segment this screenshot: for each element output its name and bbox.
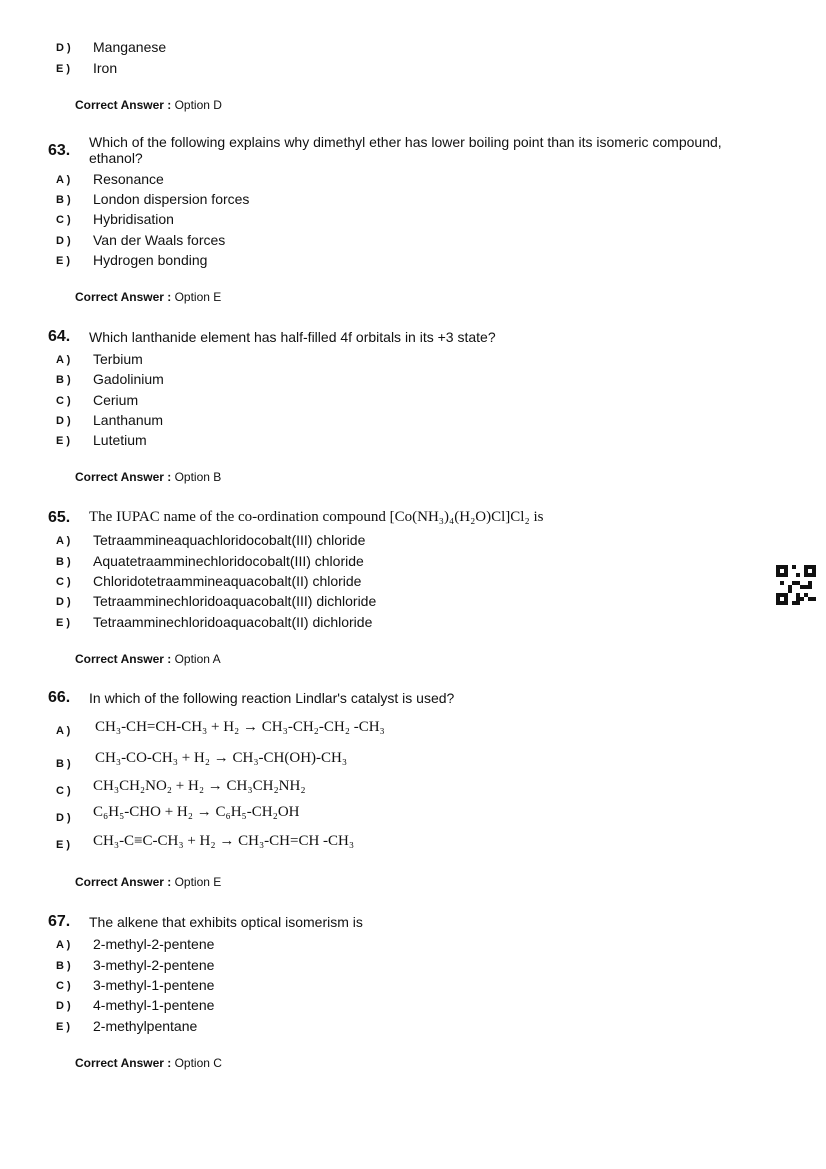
option-label: A ) [56,174,71,186]
option-label: E ) [56,255,71,267]
option-label: A ) [56,725,71,737]
option-text: Aquatetraamminechloridocobalt(III) chloride [93,553,364,569]
option-label: C ) [56,785,71,797]
option-label: A ) [56,354,71,366]
option-label: D ) [56,42,71,54]
option-text: Gadolinium [93,371,164,387]
correct-answer [75,652,221,666]
option-text: Hybridisation [93,211,174,227]
option-label: C ) [56,576,71,588]
correct-answer-value: Option E [174,875,222,889]
option-label: B ) [56,960,71,972]
option-label: E ) [56,63,71,75]
correct-answer-value: Option D [174,98,222,112]
option-label: D ) [56,415,71,427]
option-label: E ) [56,617,71,629]
correct-answer-label: Correct Answer : [75,98,172,112]
option-label: B ) [56,556,71,568]
option-label: E ) [56,839,71,851]
option-label: C ) [56,980,71,992]
option-text: 4-methyl-1-pentene [93,997,215,1013]
option-label: A ) [56,535,71,547]
option-text: Tetraammineaquachloridocobalt(III) chloride [93,532,366,548]
option-label: C ) [56,395,71,407]
option-text: Tetraamminechloridoaquacobalt(III) dichloride [93,593,377,609]
option-text: Terbium [93,351,143,367]
option-label: A ) [56,939,71,951]
option-label: D ) [56,596,71,608]
qr-code-icon [776,565,816,605]
correct-answer-label: Correct Answer : [75,470,172,484]
option-text: London dispersion forces [93,191,250,207]
option-text: Tetraamminechloridoaquacobalt(II) dichloride [93,614,373,630]
question-number: 64. [48,328,71,345]
option-label: D ) [56,1000,71,1012]
correct-answer-value: Option C [174,1056,222,1070]
question-number: 66. [48,689,71,706]
correct-answer-value: Option A [174,652,221,666]
option-label: D ) [56,812,71,824]
correct-answer-label: Correct Answer : [75,290,172,304]
option-label: B ) [56,758,71,770]
question-number: 67. [48,913,71,930]
correct-answer [75,1056,222,1070]
option-label: B ) [56,194,71,206]
option-label: C ) [56,214,71,226]
question-text: In which of the following reaction Lindlar's catalyst is used? [89,690,455,706]
correct-answer-value: Option E [174,290,222,304]
correct-answer-value: Option B [174,470,222,484]
option-text: Manganese [93,39,167,55]
option-label: B ) [56,374,71,386]
correct-answer [75,875,221,889]
option-label: E ) [56,1021,71,1033]
option-text: 3-methyl-2-pentene [93,957,215,973]
option-text: CH₃-CO-CH₃ + H₂ → CH₃-CH(OH)-CH₃ [95,750,348,766]
option-text: 3-methyl-1-pentene [93,977,215,993]
option-text: Iron [93,60,118,76]
option-text: Chloridotetraammineaquacobalt(II) chloride [93,573,362,589]
option-text: Lanthanum [93,412,164,428]
option-label: E ) [56,435,71,447]
option-text: Resonance [93,171,164,187]
question-number: 63. [48,142,71,159]
option-text: CH₃CH₂NO₂ + H₂ → CH₃CH₂NH₂ [93,778,306,794]
question-text: Which lanthanide element has half-filled 4f orbitals in its +3 state? [89,329,496,345]
correct-answer-label: Correct Answer : [75,1056,172,1070]
question-text: Which of the following explains why dimethyl ether has lower boiling point than its isomeric compound, ethanol? [89,134,722,166]
question-number: 65. [48,509,71,526]
question-text: The alkene that exhibits optical isomerism is [89,914,363,930]
correct-answer-label: Correct Answer : [75,875,172,889]
option-text: Van der Waals forces [93,232,226,248]
option-text: Cerium [93,392,139,408]
option-text: C₆H₅-CHO + H₂ → C₆H₅-CH₂OH [93,804,300,820]
question-text: The IUPAC name of the co-ordination compound [Co(NH₃)₄(H₂O)Cl]Cl₂ is [89,509,544,525]
option-text: Hydrogen bonding [93,252,208,268]
option-text: 2-methyl-2-pentene [93,936,215,952]
correct-answer [75,98,222,112]
option-text: CH₃-CH=CH-CH₃ + H₂ → CH₃-CH₂-CH₂ -CH₃ [95,719,385,735]
option-text: 2-methylpentane [93,1018,198,1034]
correct-answer [75,470,221,484]
correct-answer-label: Correct Answer : [75,652,172,666]
option-text: CH₃-C≡C-CH₃ + H₂ → CH₃-CH=CH -CH₃ [93,833,355,849]
option-text: Lutetium [93,432,147,448]
option-label: D ) [56,235,71,247]
correct-answer [75,290,221,304]
